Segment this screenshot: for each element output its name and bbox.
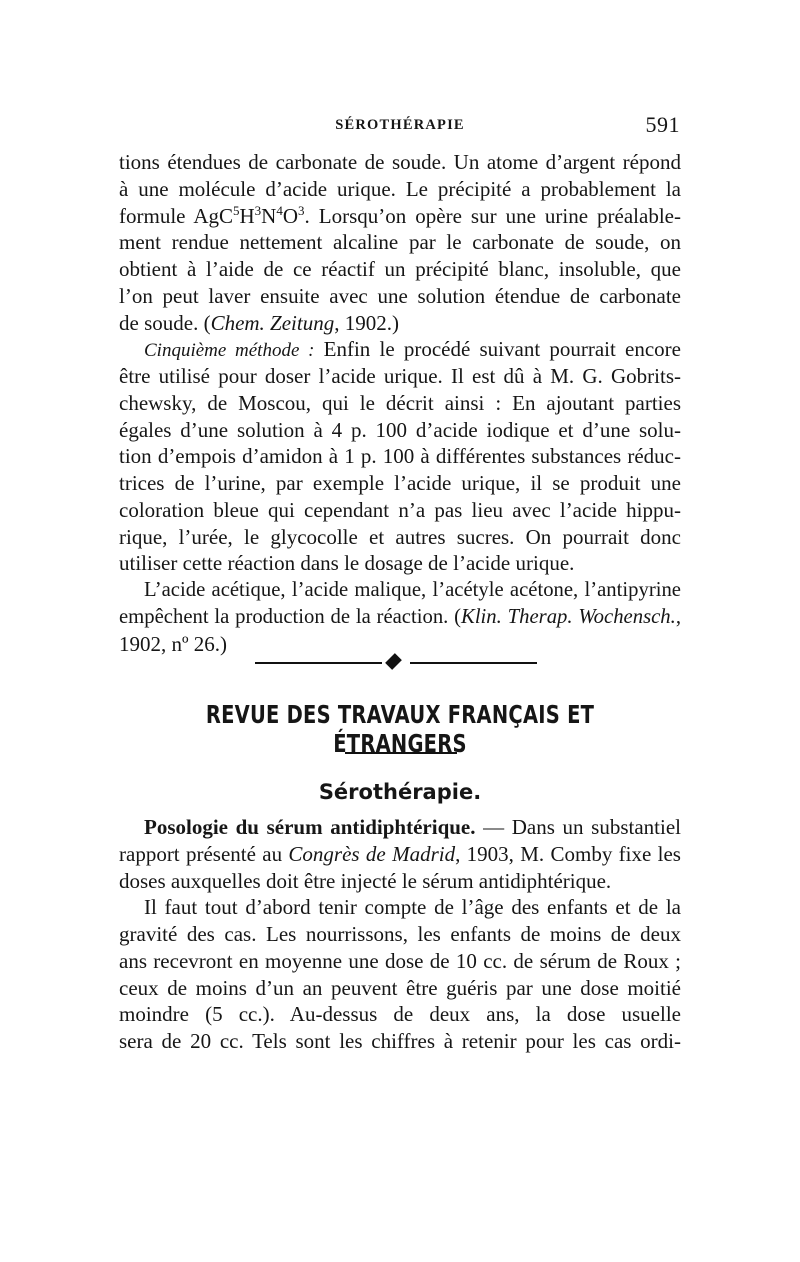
running-title: SÉROTHÉRAPIE	[335, 117, 465, 133]
continued-paragraph	[119, 149, 681, 657]
citation-line: empêchent la production de la réaction. (Klin. Therap. Wochensch.,	[119, 605, 681, 628]
text-line: trices de l’urine, par exemple l’acide urique, il se produit une	[119, 471, 681, 495]
text-line: ceux de moins d’un an peuvent être guéris par une dose moitié	[119, 975, 681, 1000]
text-line: ans recevront en moyenne une dose de 10 cc. de sérum de Roux ;	[119, 948, 681, 973]
text-line: égales d’une solution à 4 p. 100 d’acide iodique et d’une solu-	[119, 417, 681, 442]
formula-line: formule $AgC^5H^3N^4O^3$. Lorsqu’on opère sur une urine préalable-	[119, 202, 681, 228]
page-number: 591	[645, 112, 680, 137]
text-line: tion d’empois d’amidon à 1 p. 100 à différentes substances réduc-	[119, 444, 681, 469]
journal-title: Klin. Therap. Wochensch.	[461, 605, 676, 628]
section-heading: REVUE DES TRAVAUX FRANÇAIS ET ÉTRANGERS	[205, 700, 595, 758]
article-title: Posologie du sérum antidiphtérique.	[144, 815, 476, 839]
method-title: Cinquième méthode :	[144, 340, 315, 362]
ornament-divider	[255, 655, 537, 671]
running-head	[120, 112, 680, 142]
text-line: moindre (5 cc.). Au-dessus de deux ans, la dose usuelle	[119, 1002, 681, 1027]
method-lead-line: Cinquième méthode : Enfin le procédé suivant pourrait encore	[144, 337, 681, 362]
text-line: à une molécule d’acide urique. Le précipité a probablement la	[119, 176, 681, 201]
text-line: doses auxquelles doit être injecté le sérum antidiphtérique.	[119, 868, 612, 893]
subsection-heading: Sérothérapie.	[318, 780, 482, 804]
text-line: ment rendue nettement alcaline par le carbonate de soude, on	[119, 230, 681, 255]
citation-line: de soude. (Chem. Zeitung, 1902.)	[119, 310, 399, 335]
posologie-paragraph	[119, 814, 681, 1055]
text-line: obtient à l’aide de ce réactif un précipité blanc, insoluble, que	[119, 257, 681, 281]
article-lead-line: Posologie du sérum antidiphtérique. — Dans un substantiel	[144, 815, 681, 839]
text-line: rique, l’urée, le glycocolle et autres sucres. On pourrait donc	[119, 524, 681, 549]
text-line: 1902, nº 26.)	[119, 631, 228, 656]
congress-name: Congrès de Madrid	[288, 841, 456, 866]
journal-title: Chem. Zeitung	[210, 310, 335, 335]
text-line: utiliser cette réaction dans le dosage de l’acide urique.	[119, 551, 575, 576]
text-line: chewsky, de Moscou, qui le décrit ainsi : En ajoutant parties	[119, 390, 681, 415]
text-line: sera de 20 cc. Tels sont les chiffres à retenir pour les cas ordi-	[119, 1029, 681, 1053]
text-line: rapport présenté au Congrès de Madrid, 1903, M. Comby fixe les	[119, 841, 681, 866]
text-line: Il faut tout d’abord tenir compte de l’âge des enfants et de la	[144, 895, 681, 920]
text-line: coloration bleue qui cependant n’a pas lieu avec l’acide hippu-	[119, 497, 681, 522]
diamond-ornament-icon	[385, 653, 402, 670]
text-line: L’acide acétique, l’acide malique, l’acétyle acétone, l’antipyrine	[144, 579, 681, 601]
text-line: gravité des cas. Les nourrissons, les enfants de moins de deux	[119, 922, 681, 946]
text-line: être utilisé pour doser l’acide urique. Il est dû à M. G. Gobrits-	[119, 364, 681, 388]
text-line: tions étendues de carbonate de soude. Un atome d’argent répond	[119, 150, 681, 174]
heading-rule	[345, 752, 457, 754]
text-line: l’on peut laver ensuite avec une solution étendue de carbonate	[119, 283, 681, 308]
